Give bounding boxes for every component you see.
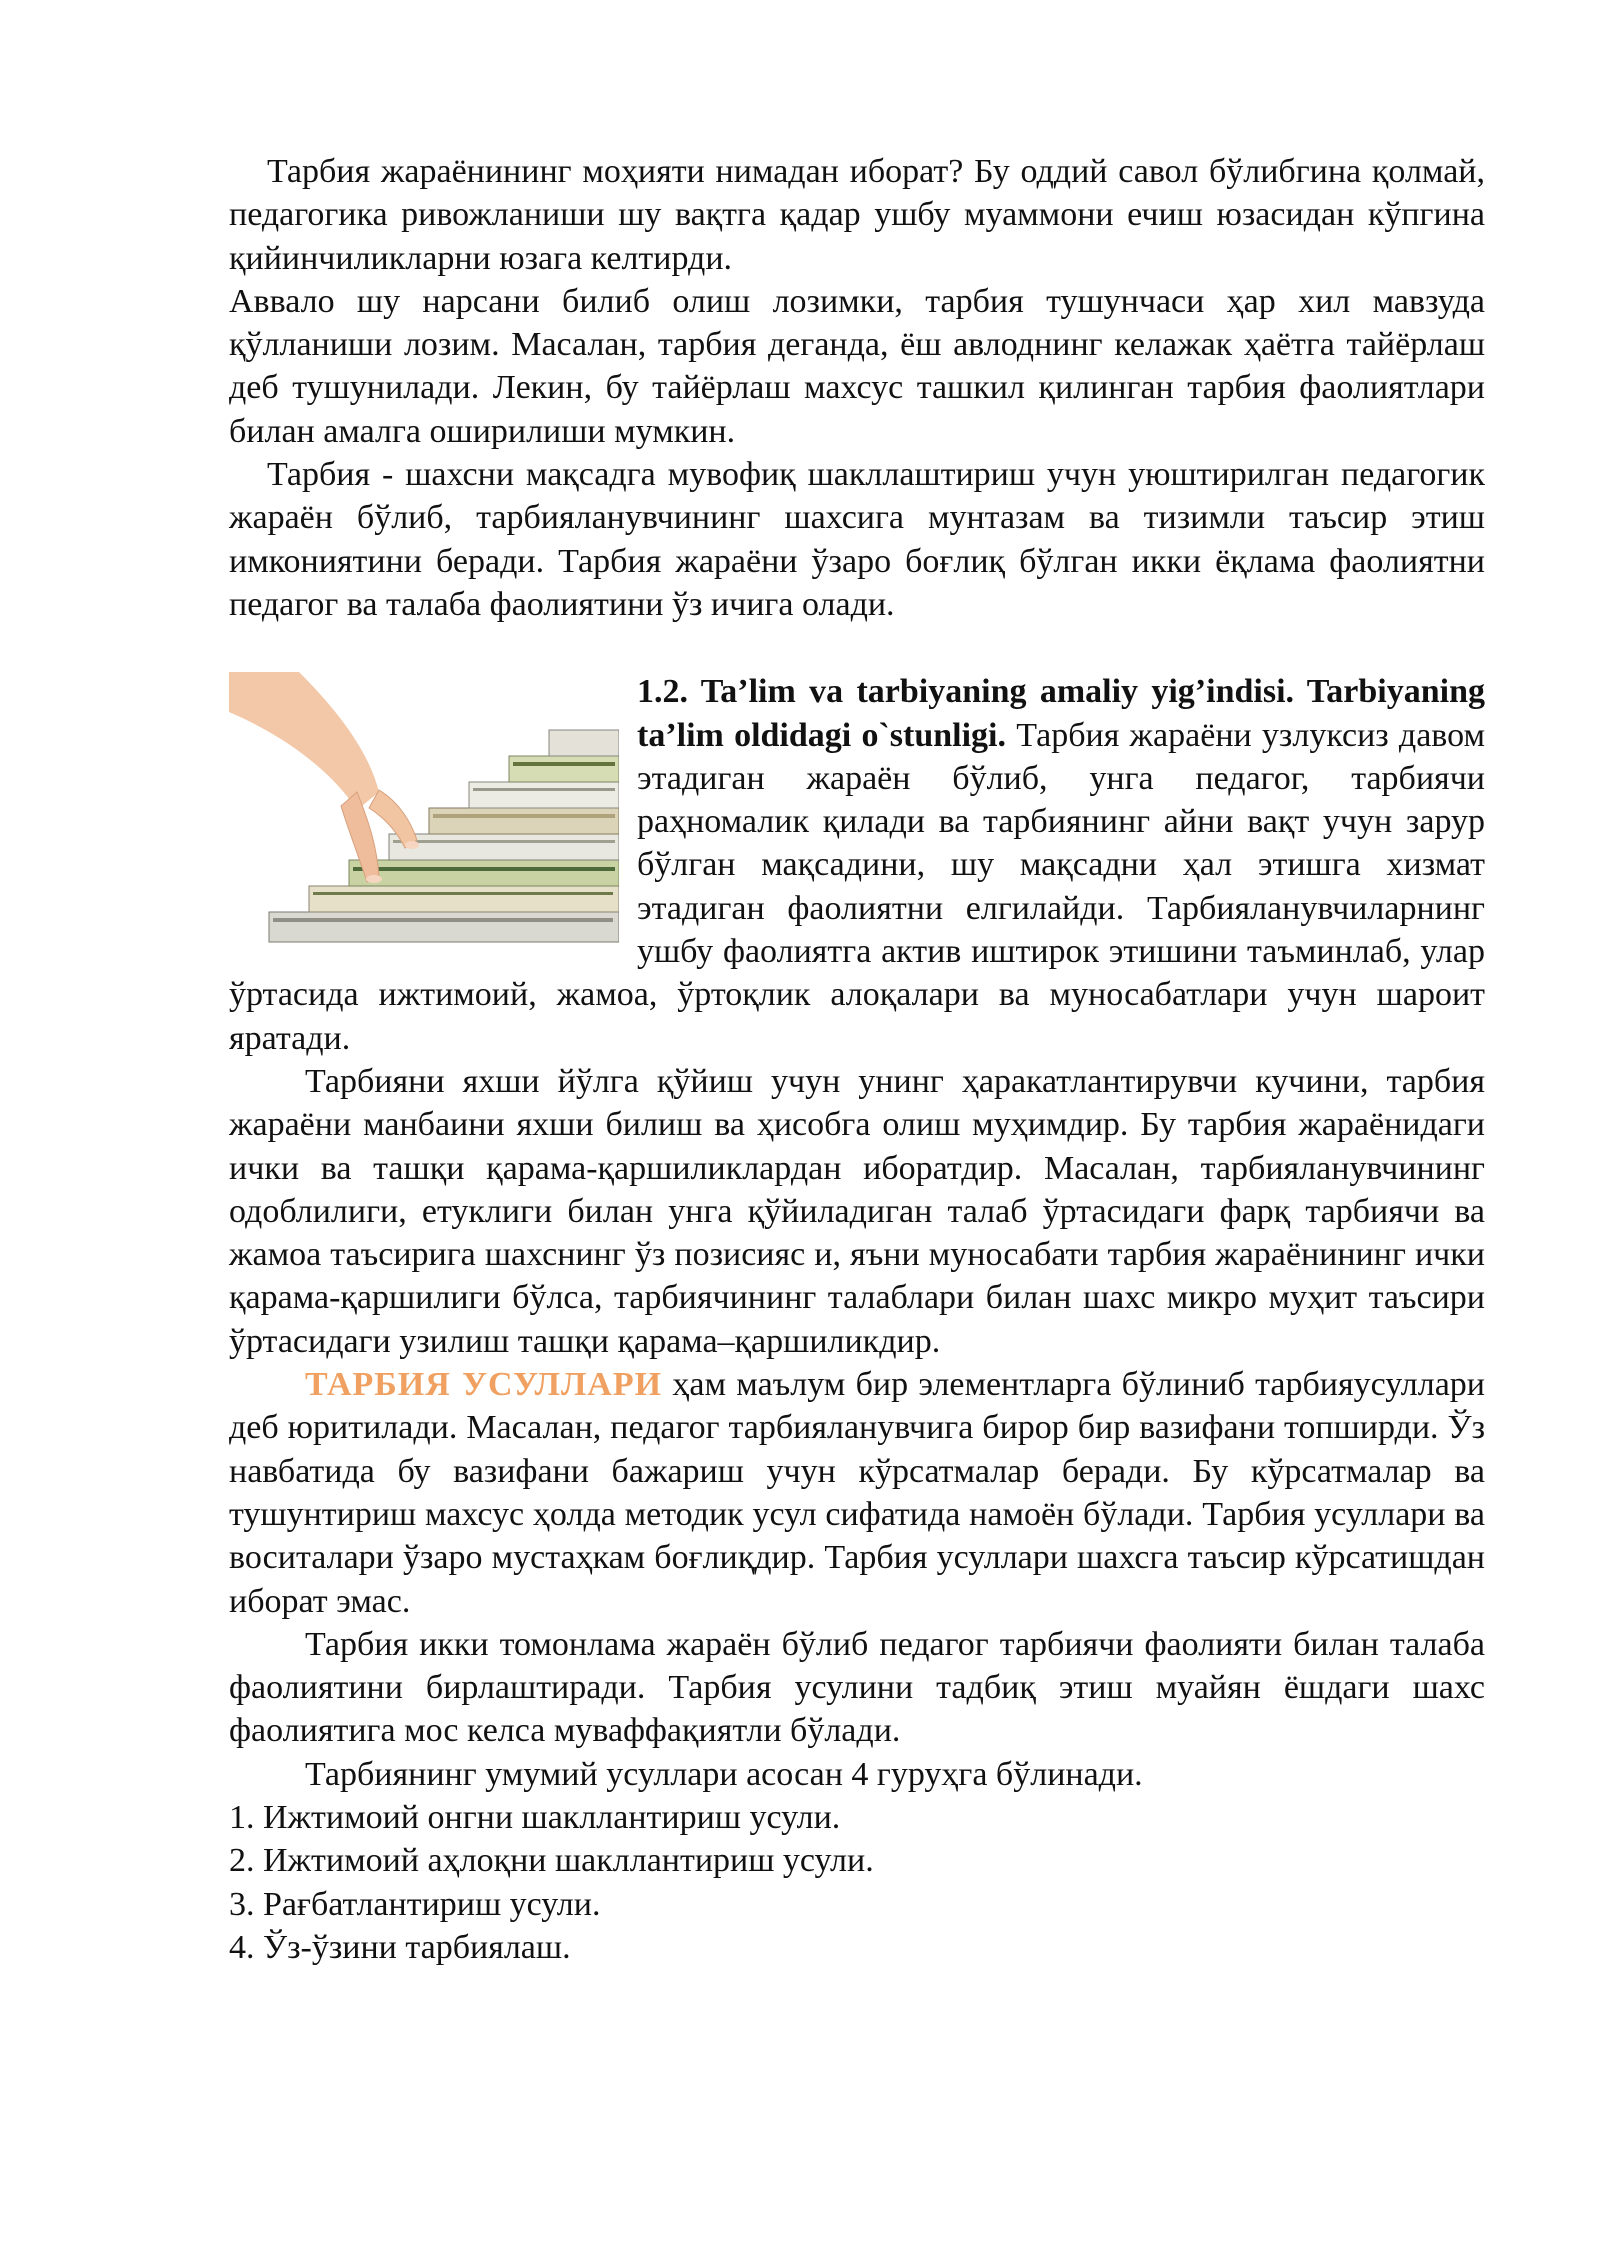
- section-block: [229, 670, 1485, 1060]
- paragraph-8: Тарбиянинг умумий усуллари асосан 4 гуруҳга бўлинади.: [305, 1755, 1143, 1793]
- list-item: 3. Рағбатлантириш усули.: [229, 1885, 601, 1923]
- paragraph-7: Тарбия икки томонлама жараён бўлиб педагог тарбиячи фаолияти билан талаба фаолиятини бирлаштиради. Тарбия усулини тадбиқ этиш муайян ёшдаги шахс фаолиятига мос келса муваффақиятли бўлади.: [229, 1625, 1485, 1750]
- paragraph-5: Тарбияни яхши йўлга қўйиш учун унинг ҳаракатлантирувчи кучини, тарбия жараёни манбаини яхши билиш ва ҳисобга олиш муҳимдир. Бу тарбия жараёнидаги ички ва ташқи қарама-қаршиликлардан иборатдир. Масалан, тарбияланувчининг одоблилиги, етуклиги билан унга қўйиладиган талаб ўртасидаги фарқ тарбиячи ва жамоа таъсирига шахснинг ўз позисияс и, яъни муносабати тарбия жараёнининг ички қарама-қаршилиги бўлса, тарбиячининг талаблари билан шахс микро муҳит таъсири ўртасидаги узилиш ташқи қарама–қаршиликдир.: [229, 1062, 1485, 1360]
- paragraph-2: Аввало шу нарсани билиб олиш лозимки, тарбия тушунчаси ҳар хил мавзуда қўлланиши лозим. Масалан, тарбия деганда, ёш авлоднинг келажак ҳаётга тайёрлаш деб тушунилади. Лекин, бу тайёрлаш махсус ташкил қилинган тарбия фаолиятлари билан амалга оширилиши мумкин.: [229, 282, 1485, 450]
- paragraph-1: Тарбия жараёнининг моҳияти нимадан иборат? Бу оддий савол бўлибгина қолмай, педагогика ривожланиши шу вақтга қадар ушбу муаммони ечиш юзасидан кўпгина қийинчиликларни юзага келтирди.: [229, 153, 1485, 277]
- methods-list: [229, 1796, 1485, 1969]
- books-stairs-image: [229, 672, 619, 952]
- section-heading: 1.2. Ta’lim va tarbiyaning amaliy yig’indisi. Tarbiyaning ta’lim oldidagi o`stunligi.: [637, 673, 1485, 754]
- list-item: 2. Ижтимоий аҳлоқни шакллантириш усули.: [229, 1842, 874, 1880]
- paragraph-4-text: Тарбия жараёни узлуксиз давом этадиган жараён бўлиб, унга педагог, тарбиячи раҳномалик қилади ва тарбиянинг айни вақт учун зарур бўлган мақсадини, шу мақсадни ҳал этишга хизмат этадиган фаолиятни елгилайди. Тарбияланувчиларнинг ушбу фаолиятга актив иштирок этишини таъминлаб, улар ўртасида ижтимоий, жамоа, ўртоқлик алоқалари ва муносабатлари учун шароит яратади.: [229, 716, 1486, 1057]
- illustration-books-stairs: [229, 672, 619, 952]
- paragraph-6: [229, 1363, 1485, 1623]
- document-body: [229, 150, 1485, 1969]
- paragraph-6-text: ҳам маълум бир элементларга бўлиниб тарбияусуллари деб юритилади. Масалан, педагог тарбияланувчига бирор бир вазифани топширди. Ўз навбатида бу вазифани бажариш учун кўрсатмалар беради. Бу кўрсатмалар ва тушунтириш махсус ҳолда методик усул сифатида намоён бўлади. Тарбия усуллари ва воситалари ўзаро мустаҳкам боғлиқдир. Тарбия усуллари шахсга таъсир кўрсатишдан иборат эмас.: [229, 1366, 1485, 1620]
- accent-heading: ТАРБИЯ УСУЛЛАРИ: [305, 1366, 663, 1404]
- list-item: 1. Ижтимоий онгни шакллантириш усули.: [229, 1798, 841, 1836]
- list-item: 4. Ўз-ўзини тарбиялаш.: [229, 1928, 571, 1966]
- paragraph-3: Тарбия - шахсни мақсадга мувофиқ шакллаштириш учун уюштирилган педагогик жараён бўлиб, тарбияланувчининг шахсига мунтазам ва тизимли таъсир этиш имкониятини беради. Тарбия жараёни ўзаро боғлиқ бўлган икки ёқлама фаолиятни педагог ва талаба фаолиятини ўз ичига олади.: [229, 456, 1485, 623]
